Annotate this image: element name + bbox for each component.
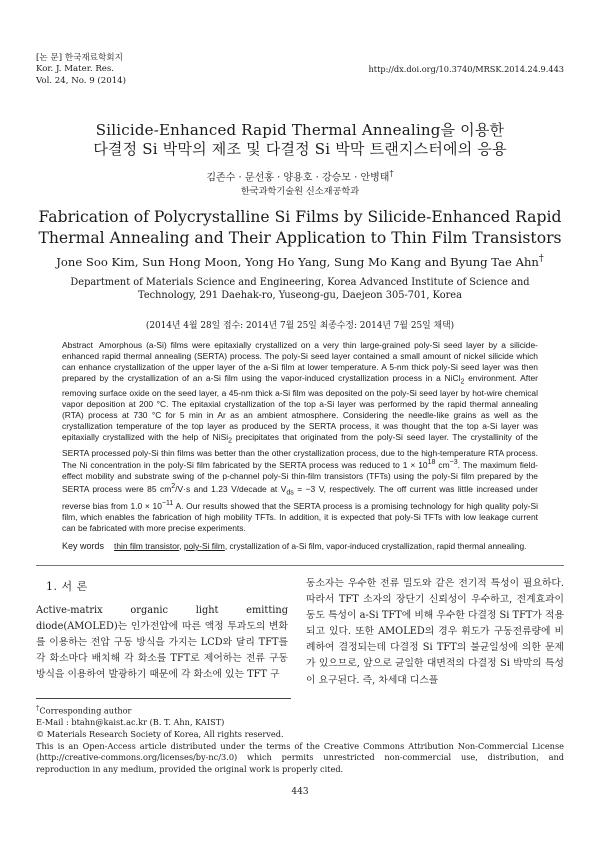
footnote-divider xyxy=(36,698,291,699)
affiliation-english xyxy=(0,276,600,303)
journal-volume: Vol. 24, No. 9 (2014) xyxy=(36,75,126,86)
journal-name-ko: [논 문] 한국재료학회지 xyxy=(36,53,123,63)
authors-korean xyxy=(0,167,600,184)
title-english-line2: Thermal Annealing and Their Application to Thin Film Transistors xyxy=(38,228,562,247)
abstract: Abstract Amorphous (a-Si) films were epitaxially crystallized on a very thin large-grained poly-Si seed layer by a silicide-enhanced rapid thermal annealing (SERTA) process. The poly-Si seed layer contained a small amount of nickel silicide which can enhance crystallization of the upper layer of the a-Si film at lower temperature. A 5-nm thick poly-Si seed layer was then prepared by the crystallization of an a-Si film using the vapor-induced crystallization process in a NiCl$_2$ environment. After removing surface oxide on the seed layer, a 45-nm thick a-Si film was deposited on the poly-Si seed layer by hot-wire chemical vapor deposition at 200 °C. The epitaxial crystallization of the top a-Si layer was performed by the rapid thermal annealing (RTA) process at 730 °C for 5 min in Ar as an ambient atmosphere. Considering the needle-like grains as well as the crystallization temperature of the top layer as produced by the SERTA process, it was thought that the top a-Si layer was epitaxially crystallized with the help of NiSi$_2$ precipitates that originated from the poly-Si seed layer. The crystallinity of the SERTA processed poly-Si thin films was better than the other crystallization process, due to the high-temperature RTA process. The Ni concentration in the poly-Si film fabricated by the SERTA process was reduced to $1 \times 10^{18}$ $cm^{-3}$. The maximum field-effect mobility and substrate swing of the p-channel poly-Si thin-film transistors (TFTs) using the poly-Si film prepared by the SERTA process were 85 $cm^2/V\cdot s$ and 1.23 V/decade at $V_{ds} = -3$ V, respectively. The off current was little increased under reverse bias from $1.0 \times 10^{-11}$ A. Our results showed that the SERTA process is a promising technology for high quality poly-Si film, which enables the fabrication of high mobility TFTs. In addition, it is expected that poly-Si TFTs with low leakage current can be fabricated with more precise experiments. xyxy=(62,340,538,534)
section-heading-introduction: 1. 서 론 xyxy=(46,580,88,593)
authors-english-names: Jone Soo Kim, Sun Hong Moon, Yong Ho Yang, Sung Mo Kang and Byung Tae Ahn xyxy=(56,254,539,269)
corresponding-mark-ko: † xyxy=(389,168,394,178)
received-dates: (2014년 4월 28일 접수: 2014년 7월 25일 최종수정: 2014년 7월 25일 채택) xyxy=(145,321,455,331)
authors-korean-names: 김존수 · 문선홍 · 양용호 · 강승모 · 안병태 xyxy=(206,172,390,184)
title-english xyxy=(0,207,600,248)
keyword-link-tft[interactable]: thin film transistor xyxy=(114,541,180,551)
abstract-label: Abstract xyxy=(62,340,93,350)
corresponding-mark-en: † xyxy=(538,253,544,264)
keywords: Key words thin film transistor, poly-Si film, crystallization of a-Si film, vapor-induced crystallization, rapid thermal annealing. xyxy=(62,541,527,551)
body-text-right-column: 동소자는 우수한 전류 밀도와 같은 전기적 특성이 필요하다. 따라서 TFT 소자의 장단기 신뢰성이 우수하고, 전계효과이동도 특성이 a-Si TFT에 비해 우수한 다결정 Si TFT가 적용되고 있다. 또한 AMOLED의 경우 휘도가 구동전류량에 비례하여 결정되는데 다결정 Si TFT의 불균일성에 의한 문제가 있으므로, 앞으로 균일한 대면적의 다결정 Si 박막의 특성이 요구된다. 즉, 차세대 디스플 xyxy=(306,578,564,686)
keywords-label: Key words xyxy=(62,541,105,551)
affiliation-english-line1: Department of Materials Science and Engineering, Korea Advanced Institute of Science and xyxy=(70,277,530,288)
affiliation-english-line2: Technology, 291 Daehak-ro, Yuseong-gu, Daejeon 305-701, Korea xyxy=(138,290,462,302)
journal-name-en: Kor. J. Mater. Res. xyxy=(36,64,115,75)
page-number: 443 xyxy=(291,787,309,797)
section-divider xyxy=(36,565,564,566)
author-email: E-Mail : btahn@kaist.ac.kr (B. T. Ahn, KAIST) xyxy=(36,717,225,728)
authors-english xyxy=(0,253,600,269)
body-text-left-column: Active-matrix organic light emitting diode(AMOLED)는 인가전압에 따른 액정 투과도의 변화를 이용하는 전압 구동 방식을 가지는 LCD와 달리 TFT를 각 화소마다 배치해 각 화소를 TFT로 제어하는 전류 구동 방식을 이용하여 발광하기 때문에 각 화소에 있는 TFT 구 xyxy=(36,605,288,681)
license-notice: This is an Open-Access article distributed under the terms of the Creative Commons Attribution Non-Commercial License (http://creative-commons.org/licenses/by-nc/3.0) which permits unrestricted non-commercial use, distribution, and reproduction in any medium, provided the original work is properly cited. xyxy=(36,740,564,774)
title-korean-line2: 다결정 Si 박막의 제조 및 다결정 Si 박막 트랜지스터에의 응용 xyxy=(93,140,507,158)
title-english-line1: Fabrication of Polycrystalline Si Films by Silicide-Enhanced Rapid xyxy=(38,208,562,226)
corresponding-author-note: †Corresponding author xyxy=(36,704,132,716)
keyword-link-poly-si[interactable]: poly-Si film xyxy=(183,541,225,551)
copyright-notice: © Materials Research Society of Korea, All rights reserved. xyxy=(36,728,284,739)
journal-header xyxy=(36,53,126,87)
affiliation-korean: 한국과학기술원 신소재공학과 xyxy=(240,186,360,197)
title-korean xyxy=(0,121,600,159)
doi-link[interactable]: http://dx.doi.org/10.3740/MRSK.2014.24.9.443 xyxy=(368,64,564,74)
footnotes xyxy=(36,703,564,775)
title-korean-line1: Silicide-Enhanced Rapid Thermal Annealing을 이용한 xyxy=(95,121,505,139)
